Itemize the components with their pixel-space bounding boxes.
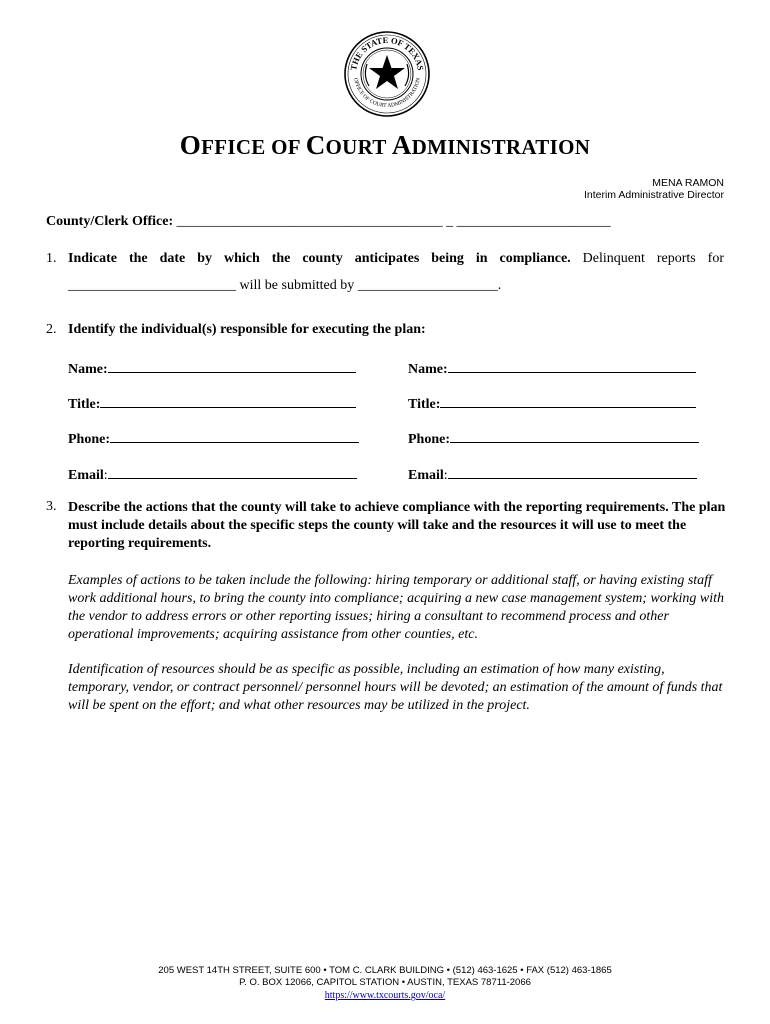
county-label: County/Clerk Office: [46,214,174,229]
item-1-question: Indicate the date by which the county anticipates being in compliance. [68,251,571,266]
footer-po-box: P. O. BOX 12066, CAPITOL STATION • AUSTIN, TEXAS 78711-2066 [239,977,531,988]
director-block [584,177,724,201]
email-field-2[interactable]: Email: [408,464,697,484]
name-field-1[interactable]: Name: [68,358,356,378]
resources-paragraph: Identification of resources should be as specific as possible, including an estimation of how many existing, temporary, vendor, or contract personnel/ personnel hours will be devoted; an estimation of the amount of funds that will be spent on the effort; and what other resources may be utilized in the project. [68,662,723,713]
item-1-text: Delinquent reports for [582,251,724,266]
phone-field-2[interactable]: Phone: [408,428,699,448]
examples-paragraph: Examples of actions to be taken include the following: hiring temporary or additional staff, or having existing staff work additional hours, to bring the county into compliance; acquiring a new case management system; working with the vendor to address errors or other reporting issues; hiring a consultant to recommend process and other operational improvements; acquiring assistance from other counties, etc. [68,573,724,642]
seal-text-top: THE STATE OF TEXAS [348,34,426,72]
seal-text-bottom: OFFICE OF COURT ADMINISTRATION [352,77,422,110]
item-3-question: Describe the actions that the county will take to achieve compliance with the reporting requirements. The plan must include details about the specific steps the county will take and the resources it will use to meet the reporting requirements. [68,500,726,551]
title-field-1[interactable]: Title: [68,393,356,413]
item-1-line-2: ________________________ will be submitted by ____________________. [68,278,502,293]
item-1-number: 1. [46,251,57,266]
email-field-1[interactable]: Email: [68,464,357,484]
state-seal-logo [343,30,431,118]
director-title: Interim Administrative Director [583,189,724,201]
name-field-2[interactable]: Name: [408,358,696,378]
title-field-2[interactable]: Title: [408,393,696,413]
item-1-mid-text: will be submitted by [239,278,355,293]
director-name: MENA RAMON [652,177,724,189]
item-1-blank-date[interactable]: ____________________ [357,278,498,293]
item-1-line-1 [68,251,724,267]
item-3-number: 3. [46,499,57,514]
county-blank[interactable]: ______________________________________ _ ______________________ [176,214,611,229]
footer-address: 205 WEST 14TH STREET, SUITE 600 • TOM C. CLARK BUILDING • (512) 463-1625 • FAX (512) 463-1865 [158,965,612,976]
phone-field-1[interactable]: Phone: [68,428,359,448]
item-2-number: 2. [46,322,57,337]
footer-link-wrap [0,990,770,1002]
item-2-question: Identify the individual(s) responsible for executing the plan: [68,322,426,337]
county-clerk-line [46,214,611,230]
page-title: OFFICE OF COURT ADMINISTRATION [179,130,591,160]
item-1-blank-reports[interactable]: ________________________ [68,278,236,293]
footer-website-link[interactable]: https://www.txcourts.gov/oca/ [324,990,446,1001]
